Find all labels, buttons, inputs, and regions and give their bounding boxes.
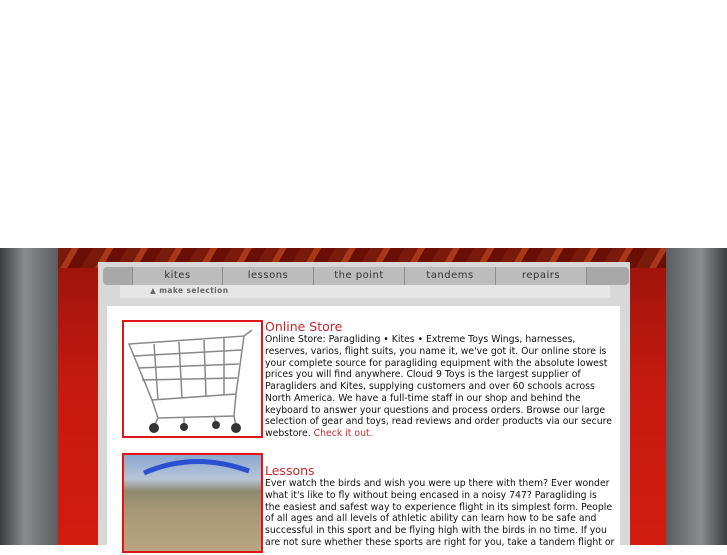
nav-repairs[interactable]: repairs [496, 267, 587, 285]
online-store-section [265, 320, 615, 440]
main-nav [103, 267, 629, 285]
shopping-cart-icon [124, 322, 261, 436]
nav-the-point[interactable]: the point [314, 267, 405, 285]
lessons-title: Lessons [265, 463, 315, 478]
up-arrow-icon: ▲ [150, 286, 160, 295]
nav-kites[interactable]: kites [132, 267, 223, 285]
shopping-cart-image[interactable] [122, 320, 263, 438]
paraglider-icon [124, 455, 261, 551]
make-selection-bar [120, 285, 610, 298]
lessons-section [265, 464, 615, 549]
make-selection-label: make selection [159, 286, 229, 295]
nav-lessons[interactable]: lessons [223, 267, 314, 285]
check-it-out-link[interactable]: Check it out. [313, 428, 373, 439]
online-store-text: Online Store: Paragliding • Kites • Extreme Toys Wings, harnesses, reserves, varios, flight suits, you name it, we've got it. Our online store is your complete source for paragliding equipment with the absolute lowest prices you will find anywhere. Cloud 9 Toys is the largest supplier of Paragliders and Kites, supplying customers and over 60 schools across North America. We have a full-time staff in our shop and behind the keyboard to answer your questions and process orders. Browse our large selection of gear and toys, read reviews and order products via our secure webstore. [265, 334, 612, 439]
content-area [107, 306, 620, 548]
background-right [666, 248, 727, 545]
nav-tandems[interactable]: tandems [405, 267, 496, 285]
online-store-title: Online Store [265, 319, 343, 334]
lessons-paraglider-image[interactable] [122, 453, 263, 553]
lessons-text: Ever watch the birds and wish you were up there with them? Ever wonder what it's like to fly without being encased in a noisy 747? Paragliding is the easiest and safest way to experience flight in its simplest form. People of all ages and all levels of athletic ability can learn how to be safe and successful in this sport and be flying high with the birds in no time. If you are not sure whether these sports are right for you, take a tandem flight or [265, 478, 615, 548]
